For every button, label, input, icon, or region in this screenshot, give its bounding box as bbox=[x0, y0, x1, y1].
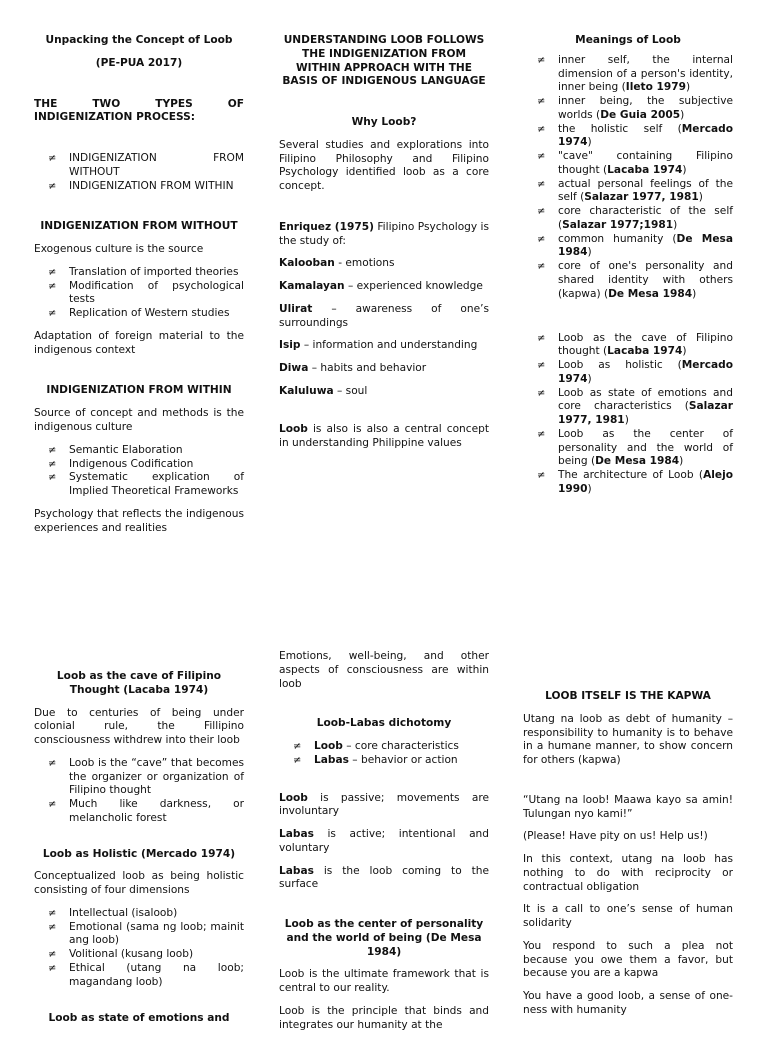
bullet-icon: ≠ bbox=[537, 123, 546, 135]
views-list bbox=[523, 332, 733, 497]
doc-subtitle: (PE-PUA 2017) bbox=[95, 56, 183, 69]
holistic-text: Conceptualized loob as being holistic consisting of four dimensions bbox=[34, 870, 244, 897]
bullet-icon: ≠ bbox=[537, 261, 546, 273]
term-kaluluwa: Kaluluwa – soul bbox=[279, 385, 368, 398]
quote-text: “Utang na loob! Maawa kayo sa amin! Tulungan nyo kami!” bbox=[523, 793, 733, 820]
list-item: ≠ Much like darkness, or melancholic forest bbox=[48, 798, 244, 824]
list-item: ≠ Loob as state of emotions and core characteristics (Salazar 1977, 1981) bbox=[537, 386, 733, 427]
bullet-icon: ≠ bbox=[537, 178, 546, 190]
bullet-icon: ≠ bbox=[48, 458, 57, 470]
list-item: ≠ common humanity (De Mesa 1984) bbox=[537, 232, 733, 259]
bullet-icon: ≠ bbox=[537, 428, 546, 440]
respond-text: You respond to such a plea not because you owe them a favor, but because you are a kapwa bbox=[523, 939, 733, 980]
list-item: ≠ actual personal feelings of the self (Salazar 1977, 1981) bbox=[537, 177, 733, 204]
list-item: ≠ Volitional (kusang loob) bbox=[48, 948, 194, 961]
loob-central-text: Loob is also is also a central concept in understanding Philippine values bbox=[279, 422, 489, 449]
bullet-icon: ≠ bbox=[48, 472, 57, 484]
center-heading: Loob as the center of personality and the world of being (De Mesa 1984) bbox=[284, 918, 484, 958]
term-ulirat: Ulirat – awareness of one’s surroundings bbox=[279, 302, 489, 329]
bullet-icon: ≠ bbox=[537, 54, 546, 66]
bullet-icon: ≠ bbox=[537, 387, 546, 399]
bullet-icon: ≠ bbox=[48, 308, 57, 320]
list-item: ≠ Loob as holistic (Mercado 1974) bbox=[537, 359, 733, 385]
quote-translation: (Please! Have pity on us! Help us!) bbox=[523, 830, 708, 843]
types-heading: THE TWO TYPES OF INDIGENIZATION PROCESS: bbox=[34, 97, 244, 124]
column-2-bottom bbox=[279, 650, 489, 1042]
bullet-icon: ≠ bbox=[48, 949, 57, 961]
kapwa-heading: LOOB ITSELF IS THE KAPWA bbox=[545, 690, 711, 702]
bullet-icon: ≠ bbox=[48, 180, 57, 192]
bullet-icon: ≠ bbox=[537, 151, 546, 163]
bullet-icon: ≠ bbox=[48, 921, 57, 933]
bullet-icon: ≠ bbox=[537, 332, 546, 344]
within-heading: INDIGENIZATION FROM WITHIN bbox=[46, 384, 232, 397]
term-kamalayan: Kamalayan – experienced knowledge bbox=[279, 280, 483, 293]
list-item: ≠ Loob as the cave of Filipino thought (Lacaba 1974) bbox=[537, 331, 733, 358]
enriquez-text: Enriquez (1975) Filipino Psychology is the study of: bbox=[279, 220, 490, 247]
dichotomy-list bbox=[279, 740, 489, 768]
bullet-icon: ≠ bbox=[48, 757, 57, 769]
list-item: ≠ Loob is the “cave” that becomes the organizer or organization of Filipino thought bbox=[48, 756, 244, 797]
column-1-bottom bbox=[34, 670, 244, 1034]
list-item: ≠ INDIGENIZATION FROM WITHOUT bbox=[48, 152, 244, 178]
good-loob-text: You have a good loob, a sense of one-ness with humanity bbox=[523, 990, 733, 1017]
list-item: ≠ "cave" containing Filipino thought (Lacaba 1974) bbox=[537, 150, 733, 176]
cave-text: Due to centuries of being under colonial rule, the Fillipino consciousness withdrew into their loob bbox=[34, 706, 244, 747]
holistic-heading: Loob as Holistic (Mercado 1974) bbox=[42, 847, 236, 860]
holistic-list bbox=[34, 907, 244, 990]
list-item: ≠ Emotional (sama ng loob; mainit ang loob) bbox=[48, 920, 244, 947]
list-item: ≠ Systematic explication of Implied Theoretical Frameworks bbox=[48, 471, 244, 498]
without-intro: Exogenous culture is the source bbox=[34, 243, 204, 256]
surface-text: Labas is the loob coming to the surface bbox=[279, 864, 489, 891]
bullet-icon: ≠ bbox=[48, 266, 57, 278]
list-item: ≠ INDIGENIZATION FROM WITHIN bbox=[48, 179, 234, 192]
within-outro: Psychology that reflects the indigenous experiences and realities bbox=[34, 507, 244, 534]
types-list bbox=[34, 152, 244, 193]
call-text: It is a call to one’s sense of human solidarity bbox=[523, 903, 733, 930]
within-intro: Source of concept and methods is the indigenous culture bbox=[34, 407, 244, 434]
list-item: ≠ core of one's personality and shared identity with others (kapwa) (De Mesa 1984) bbox=[537, 260, 733, 300]
meanings-heading: Meanings of Loob bbox=[575, 34, 681, 46]
bullet-icon: ≠ bbox=[48, 444, 57, 456]
within-list bbox=[34, 444, 244, 499]
doc-title: Unpacking the Concept of Loob bbox=[45, 34, 233, 46]
list-item: ≠ Labas – behavior or action bbox=[293, 753, 458, 766]
list-item: ≠ core characteristic of the self (Salazar 1977;1981) bbox=[537, 205, 733, 231]
bullet-icon: ≠ bbox=[48, 799, 57, 811]
list-item: ≠ inner being, the subjective worlds (De Guia 2005) bbox=[537, 95, 733, 121]
without-outro: Adaptation of foreign material to the indigenous context bbox=[34, 329, 244, 356]
term-isip: Isip – information and understanding bbox=[279, 339, 478, 352]
bullet-icon: ≠ bbox=[48, 153, 57, 165]
passive-text: Loob is passive; movements are involuntary bbox=[279, 791, 489, 818]
cave-heading: Loob as the cave of Filipino Thought (Lacaba 1974) bbox=[56, 670, 222, 696]
without-heading: INDIGENIZATION FROM WITHOUT bbox=[40, 220, 238, 233]
list-item: ≠ Ethical (utang na loob; magandang loob) bbox=[48, 962, 244, 988]
without-list bbox=[34, 266, 244, 321]
bullet-icon: ≠ bbox=[537, 360, 546, 372]
list-item: ≠ inner self, the internal dimension of a person's identity, inner being (Ileto 1979) bbox=[537, 53, 733, 94]
list-item: ≠ The architecture of Loob (Alejo 1990) bbox=[537, 469, 733, 495]
approach-header: UNDERSTANDING LOOB FOLLOWS THE INDIGENIZATION FROM WITHIN APPROACH WITH THE BASIS OF INDIGENOUS LANGUAGE bbox=[282, 34, 486, 88]
why-text: Several studies and explorations into Filipino Philosophy and Filipino Psychology identified loob as a core concept. bbox=[279, 138, 489, 193]
bullet-icon: ≠ bbox=[48, 907, 57, 919]
term-diwa: Diwa – habits and behavior bbox=[279, 362, 427, 375]
list-item: ≠ Modification of psychological tests bbox=[48, 279, 244, 306]
bullet-icon: ≠ bbox=[48, 963, 57, 975]
framework-text: Loob is the ultimate framework that is central to our reality. bbox=[279, 968, 489, 995]
context-text: In this context, utang na loob has nothing to do with reciprocity or contractual obligation bbox=[523, 853, 733, 893]
bullet-icon: ≠ bbox=[48, 280, 57, 292]
bullet-icon: ≠ bbox=[537, 233, 546, 245]
bullet-icon: ≠ bbox=[293, 754, 302, 766]
bullet-icon: ≠ bbox=[537, 96, 546, 108]
list-item: ≠ Intellectual (isaloob) bbox=[48, 906, 178, 919]
list-item: ≠ the holistic self (Mercado 1974) bbox=[537, 122, 733, 149]
bullet-icon: ≠ bbox=[537, 470, 546, 482]
list-item: ≠ Indigenous Codification bbox=[48, 457, 194, 470]
emotions-text: Emotions, well-being, and other aspects of consciousness are within loob bbox=[279, 650, 489, 690]
cave-list bbox=[34, 757, 244, 826]
active-text: Labas is active; intentional and voluntary bbox=[279, 828, 489, 854]
state-heading: Loob as state of emotions and bbox=[48, 1011, 230, 1024]
list-item: ≠ Semantic Elaboration bbox=[48, 443, 183, 456]
list-item: ≠ Translation of imported theories bbox=[48, 265, 239, 278]
why-heading: Why Loob? bbox=[351, 116, 417, 129]
column-1-top bbox=[34, 34, 244, 544]
list-item: ≠ Loob – core characteristics bbox=[293, 740, 459, 753]
column-2-top bbox=[279, 34, 489, 459]
bullet-icon: ≠ bbox=[537, 206, 546, 218]
kapwa-text: Utang na loob as debt of humanity – responsibility to humanity is to behave in a humane manner, to show concern for others (kapwa) bbox=[523, 712, 733, 767]
bullet-icon: ≠ bbox=[293, 741, 302, 753]
term-kalooban: Kalooban - emotions bbox=[279, 257, 395, 270]
column-3-bottom bbox=[523, 690, 733, 1027]
principle-text: Loob is the principle that binds and integrates our humanity at the bbox=[279, 1005, 489, 1031]
column-3-top bbox=[523, 34, 733, 506]
list-item: ≠ Replication of Western studies bbox=[48, 307, 230, 320]
dichotomy-heading: Loob-Labas dichotomy bbox=[316, 717, 452, 730]
meanings-list bbox=[523, 54, 733, 302]
list-item: ≠ Loob as the center of personality and the world of being (De Mesa 1984) bbox=[537, 427, 733, 468]
